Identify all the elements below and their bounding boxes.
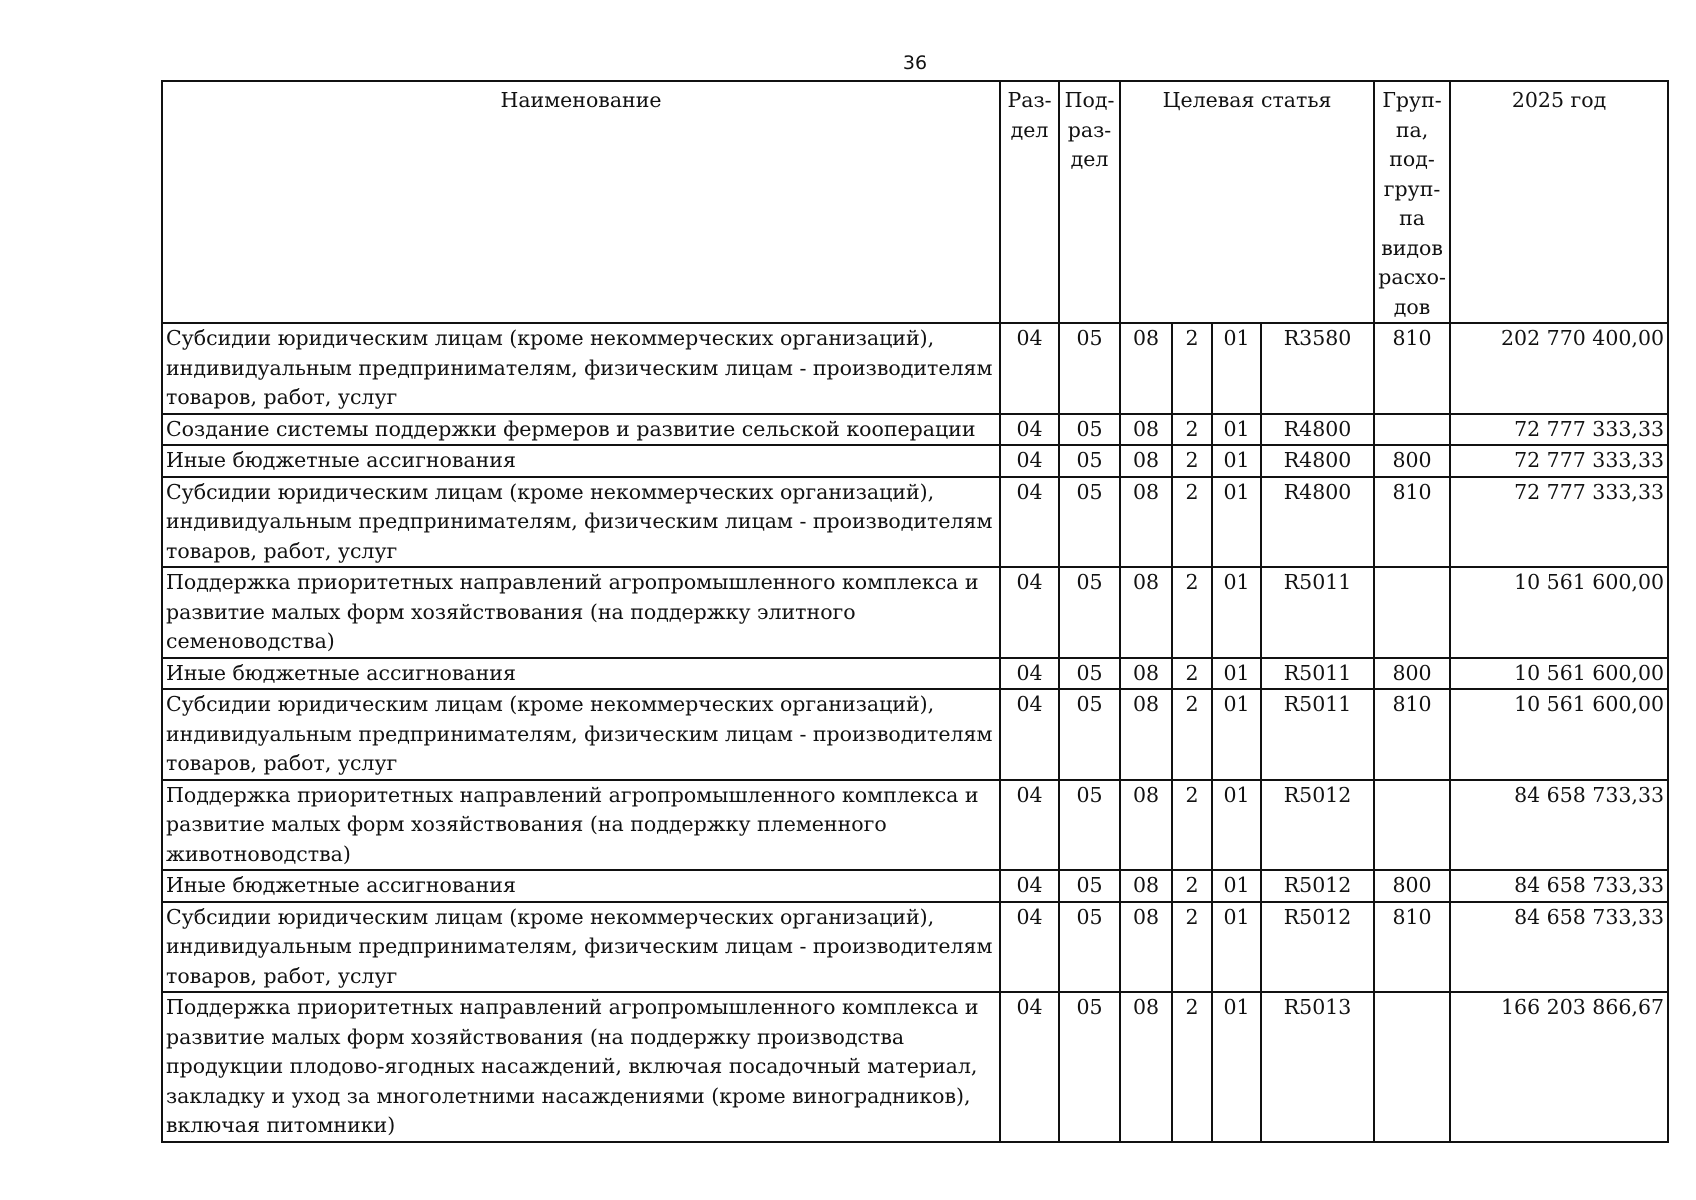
row-target-project: 01 xyxy=(1212,414,1261,446)
header-razdel: Раз- дел xyxy=(1000,81,1059,323)
row-name: Поддержка приоритетных направлений агропромышленного комплекса и развитие малых форм хозяйствования (на поддержку племенного животноводства) xyxy=(162,780,1000,871)
row-name: Иные бюджетные ассигнования xyxy=(162,445,1000,477)
table-row xyxy=(162,689,1668,780)
row-target-direction: R4800 xyxy=(1261,477,1374,568)
row-amount: 72 777 333,33 xyxy=(1450,445,1668,477)
row-target-type: 2 xyxy=(1172,992,1212,1142)
row-target-type: 2 xyxy=(1172,689,1212,780)
row-razdel: 04 xyxy=(1000,477,1059,568)
header-target-article: Целевая статья xyxy=(1120,81,1374,323)
row-target-direction: R5012 xyxy=(1261,902,1374,993)
table-row xyxy=(162,658,1668,690)
row-target-program: 08 xyxy=(1120,902,1172,993)
row-target-direction: R5012 xyxy=(1261,870,1374,902)
row-target-program: 08 xyxy=(1120,445,1172,477)
row-target-project: 01 xyxy=(1212,445,1261,477)
row-target-project: 01 xyxy=(1212,689,1261,780)
row-target-program: 08 xyxy=(1120,658,1172,690)
row-target-project: 01 xyxy=(1212,870,1261,902)
row-amount: 72 777 333,33 xyxy=(1450,477,1668,568)
row-target-project: 01 xyxy=(1212,567,1261,658)
row-razdel: 04 xyxy=(1000,658,1059,690)
row-expense-group xyxy=(1374,992,1450,1142)
row-razdel: 04 xyxy=(1000,902,1059,993)
row-target-program: 08 xyxy=(1120,992,1172,1142)
row-target-direction: R5011 xyxy=(1261,658,1374,690)
row-razdel: 04 xyxy=(1000,323,1059,414)
row-podrazdel: 05 xyxy=(1059,689,1120,780)
row-expense-group: 810 xyxy=(1374,689,1450,780)
row-target-program: 08 xyxy=(1120,780,1172,871)
row-razdel: 04 xyxy=(1000,780,1059,871)
row-razdel: 04 xyxy=(1000,870,1059,902)
row-target-program: 08 xyxy=(1120,689,1172,780)
header-name: Наименование xyxy=(162,81,1000,323)
row-name: Поддержка приоритетных направлений агропромышленного комплекса и развитие малых форм хозяйствования (на поддержку производства продукции плодово-ягодных насаждений, включая посадочный материал, закладку и уход за многолетними насаждениями (кроме виноградников), включая питомники) xyxy=(162,992,1000,1142)
header-expense-group: Груп- па, под- груп- па видов расхо- дов xyxy=(1374,81,1450,323)
row-target-direction: R4800 xyxy=(1261,414,1374,446)
row-amount: 72 777 333,33 xyxy=(1450,414,1668,446)
row-podrazdel: 05 xyxy=(1059,658,1120,690)
row-podrazdel: 05 xyxy=(1059,323,1120,414)
row-amount: 10 561 600,00 xyxy=(1450,567,1668,658)
table-row xyxy=(162,477,1668,568)
table-row xyxy=(162,414,1668,446)
row-amount: 10 561 600,00 xyxy=(1450,658,1668,690)
row-razdel: 04 xyxy=(1000,445,1059,477)
row-target-direction: R5012 xyxy=(1261,780,1374,871)
row-podrazdel: 05 xyxy=(1059,902,1120,993)
row-target-program: 08 xyxy=(1120,870,1172,902)
row-target-direction: R3580 xyxy=(1261,323,1374,414)
row-expense-group: 810 xyxy=(1374,477,1450,568)
row-name: Субсидии юридическим лицам (кроме некоммерческих организаций), индивидуальным предпринимателям, физическим лицам - производителям товаров, работ, услуг xyxy=(162,689,1000,780)
row-target-direction: R5013 xyxy=(1261,992,1374,1142)
row-expense-group xyxy=(1374,414,1450,446)
row-target-type: 2 xyxy=(1172,477,1212,568)
table-row xyxy=(162,902,1668,993)
table-row xyxy=(162,323,1668,414)
row-podrazdel: 05 xyxy=(1059,477,1120,568)
row-target-program: 08 xyxy=(1120,414,1172,446)
row-name: Субсидии юридическим лицам (кроме некоммерческих организаций), индивидуальным предпринимателям, физическим лицам - производителям товаров, работ, услуг xyxy=(162,323,1000,414)
row-name: Создание системы поддержки фермеров и развитие сельской кооперации xyxy=(162,414,1000,446)
row-target-project: 01 xyxy=(1212,477,1261,568)
page-number: 36 xyxy=(902,52,928,74)
table-row xyxy=(162,445,1668,477)
row-target-direction: R5011 xyxy=(1261,689,1374,780)
row-expense-group: 810 xyxy=(1374,323,1450,414)
row-amount: 202 770 400,00 xyxy=(1450,323,1668,414)
row-target-direction: R4800 xyxy=(1261,445,1374,477)
table-row xyxy=(162,870,1668,902)
row-target-direction: R5011 xyxy=(1261,567,1374,658)
row-podrazdel: 05 xyxy=(1059,870,1120,902)
row-target-type: 2 xyxy=(1172,780,1212,871)
row-target-type: 2 xyxy=(1172,414,1212,446)
row-target-program: 08 xyxy=(1120,567,1172,658)
row-amount: 84 658 733,33 xyxy=(1450,870,1668,902)
row-name: Иные бюджетные ассигнования xyxy=(162,658,1000,690)
row-target-type: 2 xyxy=(1172,658,1212,690)
row-amount: 10 561 600,00 xyxy=(1450,689,1668,780)
row-expense-group xyxy=(1374,780,1450,871)
row-target-project: 01 xyxy=(1212,780,1261,871)
row-expense-group xyxy=(1374,567,1450,658)
row-target-project: 01 xyxy=(1212,658,1261,690)
row-target-project: 01 xyxy=(1212,902,1261,993)
row-target-type: 2 xyxy=(1172,323,1212,414)
row-target-type: 2 xyxy=(1172,870,1212,902)
row-podrazdel: 05 xyxy=(1059,780,1120,871)
row-amount: 84 658 733,33 xyxy=(1450,902,1668,993)
row-podrazdel: 05 xyxy=(1059,567,1120,658)
table-header-row xyxy=(162,81,1668,323)
row-expense-group: 800 xyxy=(1374,445,1450,477)
row-amount: 84 658 733,33 xyxy=(1450,780,1668,871)
row-name: Субсидии юридическим лицам (кроме некоммерческих организаций), индивидуальным предпринимателям, физическим лицам - производителям товаров, работ, услуг xyxy=(162,477,1000,568)
row-podrazdel: 05 xyxy=(1059,992,1120,1142)
row-expense-group: 800 xyxy=(1374,658,1450,690)
row-razdel: 04 xyxy=(1000,689,1059,780)
budget-table xyxy=(161,80,1669,1143)
row-amount: 166 203 866,67 xyxy=(1450,992,1668,1142)
row-target-project: 01 xyxy=(1212,323,1261,414)
row-target-program: 08 xyxy=(1120,323,1172,414)
row-target-program: 08 xyxy=(1120,477,1172,568)
row-razdel: 04 xyxy=(1000,414,1059,446)
header-podrazdel: Под- раз- дел xyxy=(1059,81,1120,323)
row-podrazdel: 05 xyxy=(1059,414,1120,446)
row-name: Иные бюджетные ассигнования xyxy=(162,870,1000,902)
row-razdel: 04 xyxy=(1000,992,1059,1142)
row-target-type: 2 xyxy=(1172,902,1212,993)
row-target-type: 2 xyxy=(1172,567,1212,658)
header-year-2025: 2025 год xyxy=(1450,81,1668,323)
table-row xyxy=(162,992,1668,1142)
row-target-type: 2 xyxy=(1172,445,1212,477)
row-target-project: 01 xyxy=(1212,992,1261,1142)
row-name: Поддержка приоритетных направлений агропромышленного комплекса и развитие малых форм хозяйствования (на поддержку элитного семеноводства) xyxy=(162,567,1000,658)
row-expense-group: 810 xyxy=(1374,902,1450,993)
row-razdel: 04 xyxy=(1000,567,1059,658)
row-podrazdel: 05 xyxy=(1059,445,1120,477)
table-row xyxy=(162,780,1668,871)
row-name: Субсидии юридическим лицам (кроме некоммерческих организаций), индивидуальным предпринимателям, физическим лицам - производителям товаров, работ, услуг xyxy=(162,902,1000,993)
table-row xyxy=(162,567,1668,658)
row-expense-group: 800 xyxy=(1374,870,1450,902)
